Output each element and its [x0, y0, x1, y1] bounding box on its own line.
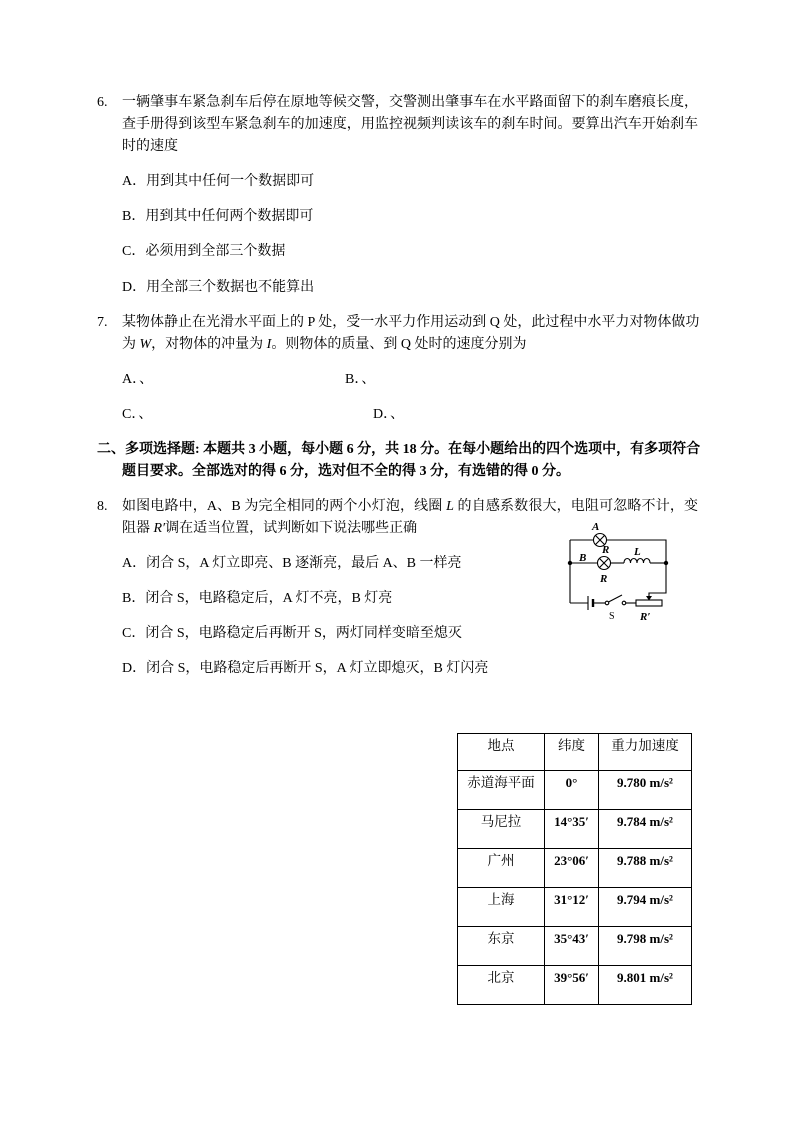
- header-location: 地点: [458, 734, 545, 771]
- question-6-stem-line-1: 一辆肇事车紧急刹车后停在原地等候交警，交警测出肇事车在水平路面留下的刹车磨痕长度，: [122, 95, 698, 110]
- question-6-option-b: B．用到其中任何两个数据即可: [122, 209, 314, 224]
- cell-location: 赤道海平面: [458, 771, 545, 810]
- switch-icon: [605, 595, 626, 605]
- question-6-option-a: A．用到其中任何一个数据即可: [122, 174, 315, 189]
- stem-text: 为: [122, 337, 140, 352]
- question-7-option-a: A．、: [122, 372, 154, 387]
- question-6-option-d: D．用全部三个数据也不能算出: [122, 280, 315, 295]
- question-6-number: 6.: [97, 95, 108, 110]
- gravity-table: [457, 733, 692, 1005]
- resistor-b-label: R: [600, 573, 608, 585]
- table-row: [458, 771, 692, 810]
- cell-location: 广州: [458, 849, 545, 888]
- cell-gravity: 9.788 m/s²: [599, 849, 692, 888]
- lamp-b-label: B: [579, 552, 587, 564]
- circuit-diagram: [558, 515, 676, 627]
- question-8-option-b: B．闭合 S，电路稳定后，A 灯不亮，B 灯亮: [122, 591, 393, 606]
- table-row: [458, 888, 692, 927]
- table-row: [458, 966, 692, 1005]
- cell-latitude: 31°12′: [545, 888, 599, 927]
- cell-gravity: 9.784 m/s²: [599, 810, 692, 849]
- cell-gravity: 9.798 m/s²: [599, 927, 692, 966]
- rheostat-label: R′: [640, 611, 651, 623]
- question-8-option-c: C．闭合 S，电路稳定后再断开 S，两灯同样变暗至熄灭: [122, 626, 462, 641]
- inductor-coil-icon: [624, 559, 650, 564]
- lamp-a-label: A: [592, 521, 600, 533]
- stem-text: 调在适当位置，试判断如下说法哪些正确: [165, 521, 418, 536]
- question-7-option-b: B．、: [345, 372, 376, 387]
- rheostat-icon: [636, 600, 662, 606]
- slider-wire: [649, 563, 666, 597]
- section-2-heading-line-1: 二、多项选择题: 本题共 3 小题，每小题 6 分，共 18 分。在每小题给出的四个选项中，有多项符合: [97, 442, 701, 457]
- table-row: [458, 810, 692, 849]
- question-7-number: 7.: [97, 315, 108, 330]
- left-node-dot: [568, 561, 572, 565]
- question-7-stem-line-1: 某物体静止在光滑水平面上的 P 处，受一水平力作用运动到 Q 处，此过程中水平力对物体做功: [122, 315, 700, 330]
- header-gravity: 重力加速度: [599, 734, 692, 771]
- question-7-option-c: C．、: [122, 407, 153, 422]
- battery-icon: [588, 596, 593, 610]
- question-8-stem-line-2: [122, 518, 417, 540]
- question-7-stem-line-2: [122, 334, 526, 356]
- cell-latitude: 0°: [545, 771, 599, 810]
- stem-text: 阻器: [122, 521, 154, 536]
- cell-location: 北京: [458, 966, 545, 1005]
- question-6-stem-line-2: 查手册得到该型车紧急刹车的加速度，用监控视频判读该车的刹车时间。要算出汽车开始刹车: [122, 117, 698, 132]
- table-header-row: [458, 734, 692, 771]
- cell-gravity: 9.794 m/s²: [599, 888, 692, 927]
- cell-location: 马尼拉: [458, 810, 545, 849]
- cell-gravity: 9.780 m/s²: [599, 771, 692, 810]
- stem-text: ，对物体的冲量为: [151, 337, 267, 352]
- lamp-b-icon: [598, 557, 611, 570]
- rheostat-symbol: R′: [153, 521, 166, 536]
- table-row: [458, 849, 692, 888]
- cell-location: 上海: [458, 888, 545, 927]
- switch-label: S: [609, 611, 615, 622]
- cell-gravity: 9.801 m/s²: [599, 966, 692, 1005]
- question-8-option-d: D．闭合 S，电路稳定后再断开 S，A 灯立即熄灭，B 灯闪亮: [122, 661, 489, 676]
- work-symbol: W: [139, 337, 152, 352]
- impulse-symbol: I: [266, 337, 272, 352]
- cell-latitude: 39°56′: [545, 966, 599, 1005]
- question-8-number: 8.: [97, 499, 108, 514]
- cell-latitude: 23°06′: [545, 849, 599, 888]
- resistor-a-label: R: [602, 544, 610, 556]
- section-2-heading-line-2: 题目要求。全部选对的得 6 分，选对但不全的得 3 分，有选错的得 0 分。: [122, 464, 570, 479]
- cell-latitude: 14°35′: [545, 810, 599, 849]
- stem-text: 的自感系数很大，电阻可忽略不计，变: [453, 499, 698, 514]
- cell-latitude: 35°43′: [545, 927, 599, 966]
- header-latitude: 纬度: [545, 734, 599, 771]
- question-6-option-c: C．必须用到全部三个数据: [122, 244, 286, 259]
- question-6-stem-line-3: 时的速度: [122, 139, 178, 154]
- question-7-option-d: D．、: [373, 407, 405, 422]
- inductor-symbol: L: [446, 499, 454, 514]
- table-row: [458, 927, 692, 966]
- inductor-label: L: [634, 546, 641, 558]
- question-8-option-a: A．闭合 S，A 灯立即亮、B 逐渐亮，最后 A、B 一样亮: [122, 556, 462, 571]
- cell-location: 东京: [458, 927, 545, 966]
- stem-text: 。则物体的质量、到 Q 处时的速度分别为: [271, 337, 527, 352]
- stem-text: 如图电路中，A、B 为完全相同的两个小灯泡，线圈: [122, 499, 447, 514]
